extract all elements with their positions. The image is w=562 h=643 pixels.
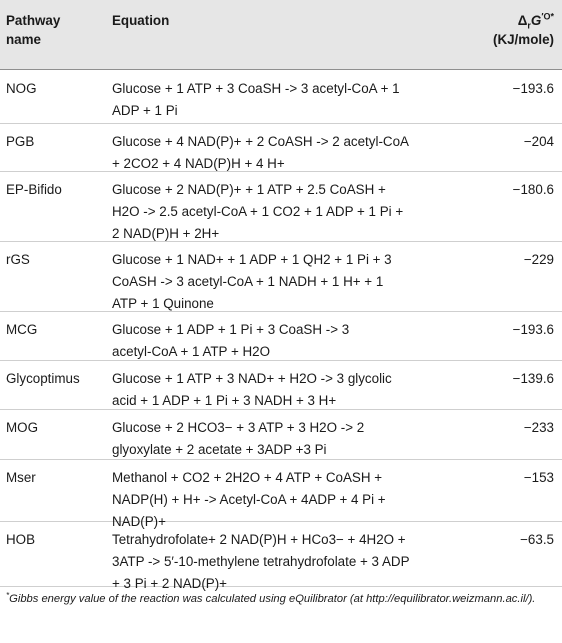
gibbs-value-cell: −139.6 [512,371,554,386]
footnote [6,586,554,609]
header-equation: Equation [112,13,170,28]
equation-line: ATP + 1 Quinone [112,296,214,311]
equation-cell [112,179,477,245]
equation-line: NADP(H) + H+ -> Acetyl-CoA + 4ADP + 4 Pi + [112,492,386,507]
equation-line: ADP + 1 Pi [112,103,178,118]
header-unit: (KJ/mole) [492,32,554,47]
gibbs-value-cell: −193.6 [512,81,554,96]
equation-line: + 3 Pi + 2 NAD(P)+ [112,576,227,591]
pathway-name-cell: HOB [6,532,36,547]
header-pathway-name: Pathway name [6,13,61,47]
header-g-superscript: ′O* [541,11,554,22]
equation-line: Glucose + 1 ATP + 3 CoaSH -> 3 acetyl-CoA + 1 [112,81,400,96]
equation-line: Methanol + CO2 + 2H2O + 4 ATP + CoASH + [112,470,383,485]
pathway-name-cell: MCG [6,322,38,337]
table-header [0,0,562,70]
header-g-variable: G [530,13,542,28]
gibbs-value-cell: −180.6 [512,182,554,197]
header-gibbs-energy [493,11,554,49]
equation-line: acid + 1 ADP + 1 Pi + 3 NADH + 3 H+ [112,393,337,408]
equation-line: H2O -> 2.5 acetyl-CoA + 1 CO2 + 1 ADP + 1 Pi + [112,204,404,219]
equation-line: NAD(P)+ [112,514,166,529]
equation-line: Tetrahydrofolate+ 2 NAD(P)H + HCo3− + 4H2O + [112,532,406,547]
table-row [0,360,562,410]
table-row [0,521,562,591]
equation-cell [112,319,477,363]
equation-cell [112,417,477,461]
header-delta-subscript: r [527,20,531,31]
equation-line: Glucose + 2 NAD(P)+ + 1 ATP + 2.5 CoASH + [112,182,386,197]
table-row [0,123,562,172]
equation-line: acetyl-CoA + 1 ATP + H2O [112,344,271,359]
equation-cell [112,78,477,122]
pathway-name-cell: Glycoptimus [6,371,80,386]
gibbs-value-cell: −63.5 [520,532,554,547]
footnote-text: Gibbs energy value of the reaction was calculated using eQuilibrator (at http://equilibrator.weizmann.ac.il/). [9,593,536,605]
equation-line: Glucose + 1 NAD+ + 1 ADP + 1 QH2 + 1 Pi + 3 [112,252,392,267]
pathway-name-cell: PGB [6,134,35,149]
equation-line: glyoxylate + 2 acetate + 3ADP +3 Pi [112,442,327,457]
equation-line: 2 NAD(P)H + 2H+ [112,226,220,241]
equation-line: Glucose + 2 HCO3− + 3 ATP + 3 H2O -> 2 [112,420,365,435]
table-row [0,70,562,124]
equation-line: Glucose + 1 ADP + 1 Pi + 3 CoaSH -> 3 [112,322,350,337]
table-row [0,311,562,361]
footnote-star: * [6,591,10,600]
table-row [0,171,562,242]
equation-line: Glucose + 4 NAD(P)+ + 2 CoASH -> 2 acetyl-CoA [112,134,409,149]
equation-line: + 2CO2 + 4 NAD(P)H + 4 H+ [112,156,285,171]
pathway-name-cell: Mser [6,470,36,485]
pathway-name-cell: MOG [6,420,38,435]
equation-cell [112,131,477,175]
table-row [0,241,562,312]
table-row [0,459,562,529]
pathway-name-cell: rGS [6,252,30,267]
gibbs-value-cell: −193.6 [512,322,554,337]
equation-line: Glucose + 1 ATP + 3 NAD+ + H2O -> 3 glycolic [112,371,392,386]
gibbs-value-cell: −233 [523,420,554,435]
equation-line: CoASH -> 3 acetyl-CoA + 1 NADH + 1 H+ + 1 [112,274,384,289]
gibbs-value-cell: −204 [523,134,554,149]
pathway-name-cell: NOG [6,81,37,96]
gibbs-value-cell: −229 [523,252,554,267]
header-delta-symbol: Δ [517,13,528,28]
table-row [0,409,562,460]
equation-cell [112,249,477,315]
gibbs-value-cell: −153 [523,470,554,485]
equation-line: 3ATP -> 5′-10-methylene tetrahydrofolate + 3 ADP [112,554,410,569]
equation-cell [112,368,477,412]
pathway-name-cell: EP-Bifido [6,182,62,197]
